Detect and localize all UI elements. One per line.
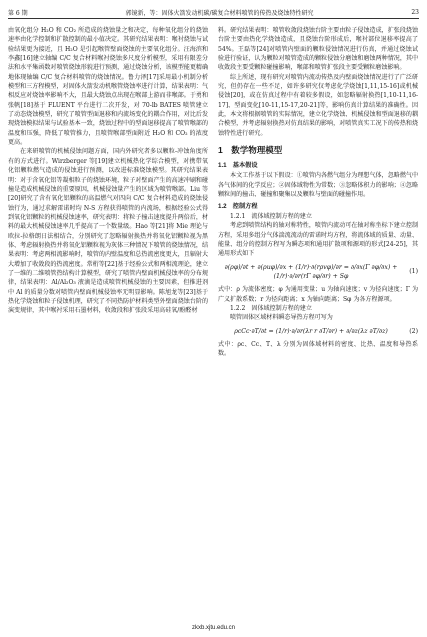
issue-number: 第 6 期 [8,9,28,17]
header-rule [8,18,419,19]
subsubsection-heading: 1.2.1 流体域控制方程的建立 [230,212,312,220]
left-column [8,26,208,316]
equation-1-number: (1) [409,268,418,276]
equation-2-number: (2) [409,327,418,335]
running-title: 郭镜新，等：固体火箭发动机碳/碳复合材料喷管的传热及烧蚀特性研究 [125,9,314,17]
equation-1-body: ∂(ρφ)/∂t + ∂(ρuφ)/∂x + (1/r)·∂(rρvφ)/∂r = ∂/∂x(Γ ∂φ/∂x) + (1/r)·∂/∂r(rΓ ∂φ/∂r) + Sφ [224,263,398,280]
right-column [218,26,418,359]
section-heading: 1 数学物理模型 [218,145,283,156]
equation-1-description: 式中：ρ 为流体密度；φ 为通用变量；u 为轴向速度；v 为径向速度；Γ 为广义扩散系数；r 为径向距离；x 为轴向距离；Sφ 为各方程源项。 [218,286,418,303]
right-paragraph: 综上所述，现有研究对喷管内流动传热及内壁面烧蚀情况进行了广泛研究，但仍存在一些不足，如许多研究仅考虑化学烧蚀[1,11,15-16]或机械侵蚀[20]，或在仿真过程中有着较多假设，如忽略辐射换热[1,10-11,16-17]、型面变化[10-11,15-17,20-21]等，影响仿真计算结果的准确性。因此，本文将根据喷管的实际情况，建立化学烧蚀、机械侵蚀和型面退移的耦合模型，并考虑辐射换热对仿真结果的影响，对喷管真实工况下的传热和烧蚀特性进行研究。 [218,73,418,137]
right-paragraph: 料。研究结果表明：喷管收敛段烧蚀台阶主要由粒子侵蚀造成，扩张段烧蚀台阶主要由热化学烧蚀造成，且烧蚀台阶形成后，喉衬部位退移率提高了 54%。王磊等[24]对喷管内壁面的颗粒侵蚀情况进行仿真，并通过烧蚀试验进行验证，认为颗粒对喷管造成的颗粒侵蚀分磨蚀和磨蚀两种情况，其中收敛段主要受颗粒碰撞影响，喉部和喷管扩张段主要受颗粒磨蚀影响。 [218,27,418,72]
left-paragraph: 在来研喷管的机械侵蚀问题方面，国内外研究者多以颗粒-冲蚀角度所有的方式进行。Wirzberger 等[19]建立机械热化学综合模型，对携带氧化铝颗粒燃气造成的侵蚀进行预测，以改进标准烧蚀模型。其研究结果表明：对于含氧化铝等凝相粒子的烧蚀环境，粒子对壁面产生的高速冲刷和碰撞是造成机械侵蚀的重要原因，机械侵蚀量产生的区域为喷管喉部。Liu 等[20]研究了含有氧化铝颗粒的高温燃气对四向 C/C 复合材料造成的烧蚀侵蚀行为，通过求解雷诺时均 N-S 方程获得喷管的内流场，根据经验公式得到氧化铝颗粒的机械侵蚀速率，研究表明：将粒子撞击速度提升两倍后，材料的最大机械侵蚀速率几乎提高了一个数量级。Hao 等[21]将 Mie 理论与欧拉-拉格朗日法相结合，分别研究了忽略辐射换热并将氧化铝颗粒视为黑体、考虑辐射换热并将氧化铝颗粒视为灰体三种情况下喷管的烧蚀情况，结果表明：考虑两相流影响时，喷管的内壁温度和总热流密度更大，且辐射大大增加了收敛段的热流密度。常桁等[22]基于经验公式和两相流理论，建立了一维的二维喷管热结构计算模型，研究了喷管内壁面机械侵蚀率的分布规律，结果表明：Al/Al₂O₃ 液滴是造成喷管机械侵蚀的主要因素，但推进剂中 Al 的质量分数对喷管内壁面机械侵蚀率无明显影响。陈旭龙等[23]基于热化学烧蚀和粒子侵蚀机理，研究了不同热防护材料类型外壁面烧蚀台阶的演变规律，其中喉衬采用石墨材料，收敛段和扩张段采用高硅氧/酚醛材 [8,148,208,315]
left-paragraph: 由氧化组分 H₂O 和 CO₂ 所造成的烧蚀量之和决定，每种氧化组分的烧蚀速率由化学控制和扩散控制的最小值决定。其研究结果表明：喉衬烧蚀与试验结果更为接近，且 H₂O 是引起喉管壁面烧蚀的主要氧化组分。汪海滨和李鑫[16]建立轴编 C/C 复合材料喉衬烧蚀多尺度分析模型，采用有限差分法和水平集函数对喷管烧蚀形貌进行预测，通过烧蚀分析，该模型能更精确地体现轴编 C/C 复合材料喷管的烧蚀情况。鲁力泽[17]采用最小机制分析模型和三方程模型，对固体火箭发动机喉管烧蚀率进行计算，结果表明：气相反应对烧蚀率影响不大，且最大烧蚀点出现在喉部上游而非喉部。于勇和张帆[18]基于 FLUENT 平台进行二次开发，对 70-lb BATES 喷管建立了动态烧蚀模型，研究了喷管型面退移和内流场变化的耦合作用，对比后发现烧蚀模拟结果与试验基本一致，烧蚀过程中的型面退移提高了喷管喉部的温度和压强，降低了喷管推力，且喷管喉部型面附近 H₂O 和 CO₂ 的浓度更高。 [8,27,208,147]
equation-2-description: 式中：ρc、Cc、T、λ 分别为固体域材料的密度、比热、温度和导热系数。 [218,340,418,358]
equation-2 [218,327,418,336]
assumptions-paragraph: 本文工作基于以下假设：①喷管内各燃气组分为理想气体，忽略燃气中各气体间的化学反应；②固体域物性为常数；③忽略体积力的影响；④忽略颗粒间的撞击、碰撞和聚集以及颗粒与壁面的碰撞作用。 [218,172,418,199]
journal-url: zkxb.xjtu.edu.cn [191,625,236,631]
equation-2-body: ρcCc·∂T/∂t = (1/r)·∂/∂r(λr r ∂T/∂r) + ∂/∂z(λz ∂T/∂z) [234,327,388,335]
solid-equation-intro: 喷管固体区域材料瞬态导热方程可写为 [230,314,333,322]
subsubsection-heading: 1.2.2 固体域控制方程的建立 [230,304,312,312]
page-number: 23 [411,8,419,16]
subsection-heading: 1.1 基本假设 [218,162,258,170]
subsection-heading: 1.2 控制方程 [218,202,258,210]
running-header [8,6,419,18]
fluid-equation-intro: 考虑到喷管结构的轴对称特性，喷管内流动可在轴对称坐标下建立控制方程，采用多组分气体湍流流动的雷诺时均方程，将流体域的质量、动量、能量、组分的控制方程写为瞬态项和通用扩散项和源项的形式[24-25]，其通用形式如下 [218,222,418,258]
equation-1 [218,263,418,282]
